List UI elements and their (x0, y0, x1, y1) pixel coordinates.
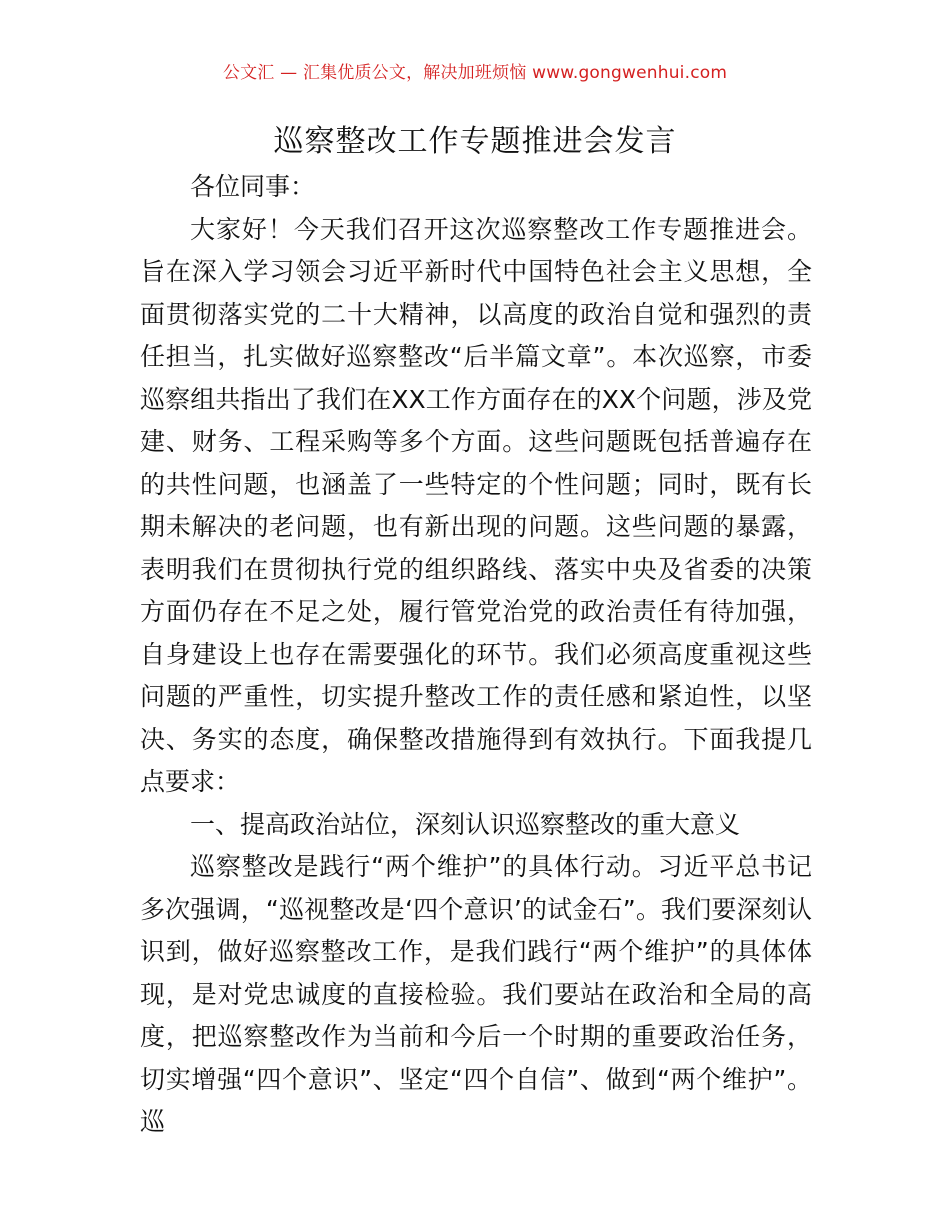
section-heading-1: 一、提高政治站位，深刻认识巡察整改的重大意义 (190, 809, 741, 839)
document-body (140, 166, 812, 1144)
document-title: 巡察整改工作专题推进会发言 (273, 124, 677, 159)
salutation: 各位同事： (190, 172, 316, 201)
paragraph-intro: 大家好！今天我们召开这次巡察整改工作专题推进会。旨在深入学习领会习近平新时代中国特色社会主义思想，全面贯彻落实党的二十大精神，以高度的政治自觉和强烈的责任担当，扎实做好巡察整改“后半篇文章”。本次巡察，市委巡察组共指出了我们在XX工作方面存在的XX个问题，涉及党建、财务、工程采购等多个方面。这些问题既包括普遍存在的共性问题，也涵盖了一些特定的个性问题；同时，既有长期未解决的老问题，也有新出现的问题。这些问题的暴露，表明我们在贯彻执行党的组织路线、落实中央及省委的决策方面仍存在不足之处，履行管党治党的政治责任有待加强，自身建设上也存在需要强化的环节。我们必须高度重视这些问题的严重性，切实提升整改工作的责任感和紧迫性，以坚决、务实的态度，确保整改措施得到有效执行。下面我提几点要求： (140, 214, 812, 796)
paragraph-section-1: 巡察整改是践行“两个维护”的具体行动。习近平总书记多次强调，“巡视整改是‘四个意识’的试金石”。我们要深刻认识到，做好巡察整改工作，是我们践行“两个维护”的具体体现，是对党忠诚度的直接检验。我们要站在政治和全局的高度，把巡察整改作为当前和今后一个时期的重要政治任务，切实增强“四个意识”、坚定“四个自信”、做到“两个维护”。巡 (140, 852, 812, 1136)
site-header-banner[interactable]: 公文汇 — 汇集优质公文，解决加班烦恼 www.gongwenhui.com (222, 63, 728, 83)
